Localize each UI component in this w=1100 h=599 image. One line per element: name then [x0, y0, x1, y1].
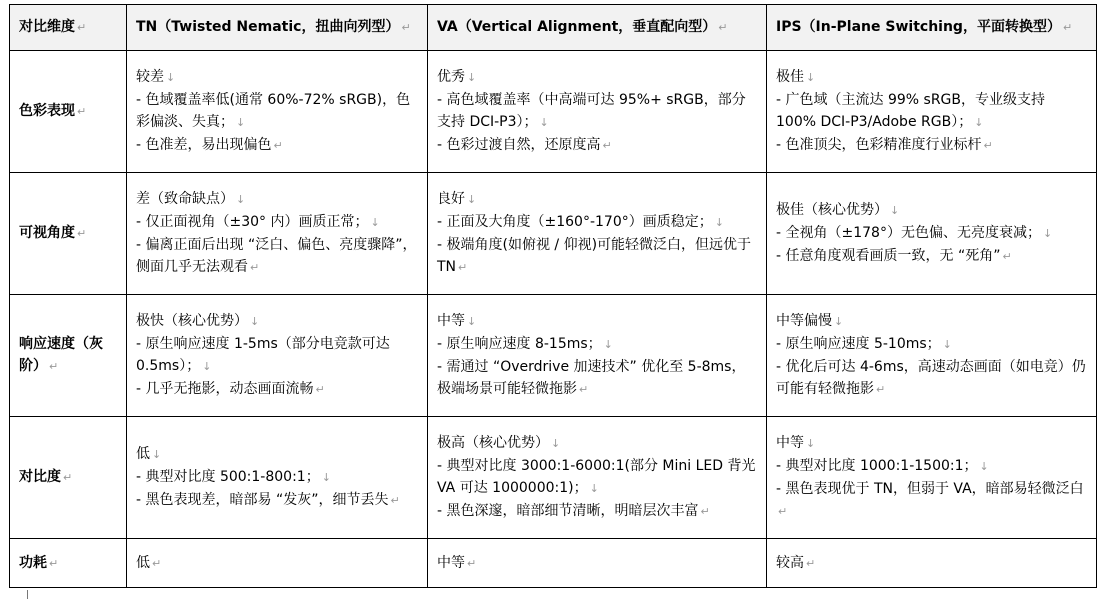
cell-ips-response-time [767, 295, 1097, 417]
cell-rating: 中等 ↵ [437, 554, 477, 571]
cell-detail-line: - 仅正面视角（±30° 内）画质正常； ↓ [136, 214, 380, 230]
table-row [10, 51, 1097, 173]
header-va: VA（Vertical Alignment，垂直配向型） ↵ [428, 5, 767, 51]
cell-detail-line: - 全视角（±178°）无色偏、无亮度衰减； ↓ [776, 225, 1053, 241]
cell-rating: 极快（核心优势） ↓ [136, 313, 260, 329]
table-row [10, 295, 1097, 417]
cell-ips-viewing-angle [767, 173, 1097, 295]
table-header-row [10, 5, 1097, 51]
cell-detail-line: - 几乎无拖影，动态画面流畅 ↵ [136, 381, 325, 397]
cell-detail-line: - 优化后可达 4-6ms，高速动态画面（如电竞）仍可能有轻微拖影 ↵ [776, 359, 1086, 397]
cell-detail-line: - 色域覆盖率低(通常 60%-72% sRGB)，色彩偏淡、失真； ↓ [136, 92, 411, 130]
cell-detail-line: - 原生响应速度 1-5ms（部分电竞款可达 0.5ms）； ↓ [136, 336, 390, 374]
cell-detail-line: - 黑色深邃，暗部细节清晰，明暗层次丰富 ↵ [437, 503, 710, 519]
cell-rating: 差（致命缺点） ↓ [136, 191, 246, 207]
comparison-table [9, 4, 1097, 588]
cell-rating: 极佳（核心优势） ↓ [776, 202, 900, 218]
header-ips: IPS（In-Plane Switching，平面转换型） ↵ [767, 5, 1097, 51]
cell-detail-line: - 高色域覆盖率（中高端可达 95%+ sRGB，部分支持 DCI-P3）； ↓ [437, 92, 746, 130]
cell-rating: 优秀 ↓ [437, 69, 477, 85]
cell-detail-line: - 任意角度观看画质一致，无 “死角” ↵ [776, 248, 1012, 264]
table-row [10, 173, 1097, 295]
table-row [10, 417, 1097, 539]
row-label-viewing-angle: 可视角度 ↵ [10, 173, 127, 295]
cell-detail-line: - 色准顶尖，色彩精准度行业标杆 ↵ [776, 137, 993, 153]
cell-rating: 极佳 ↓ [776, 69, 816, 85]
page-margin-marker [27, 590, 28, 599]
row-label-power: 功耗 ↵ [10, 539, 127, 588]
cell-va-color [428, 51, 767, 173]
cell-ips-contrast [767, 417, 1097, 539]
cell-detail-line: - 极端角度(如俯视 / 仰视)可能轻微泛白，但远优于 TN ↵ [437, 237, 752, 275]
cell-detail-line: - 原生响应速度 5-10ms； ↓ [776, 336, 952, 352]
cell-rating: 低 ↓ [136, 446, 162, 462]
cell-detail-line: - 广色域（主流达 99% sRGB，专业级支持 100% DCI-P3/Adobe RGB）； ↓ [776, 92, 1045, 130]
cell-detail-line: - 原生响应速度 8-15ms； ↓ [437, 336, 613, 352]
cell-tn-contrast [127, 417, 428, 539]
cell-rating: 中等 ↓ [776, 435, 816, 451]
cell-detail-line: - 正面及大角度（±160°-170°）画质稳定； ↓ [437, 214, 724, 230]
cell-detail-line: - 需通过 “Overdrive 加速技术” 优化至 5-8ms，极端场景可能轻微拖影 ↵ [437, 359, 746, 397]
cell-va-contrast [428, 417, 767, 539]
cell-rating: 低 ↵ [136, 554, 162, 571]
table-row [10, 539, 1097, 588]
cell-tn-response-time [127, 295, 428, 417]
cell-detail-line: - 偏离正面后出现 “泛白、偏色、亮度骤降”，侧面几乎无法观看 ↵ [136, 237, 417, 275]
cell-tn-power [127, 539, 428, 588]
row-label-contrast: 对比度 ↵ [10, 417, 127, 539]
cell-ips-power [767, 539, 1097, 588]
cell-va-power [428, 539, 767, 588]
cell-rating: 中等 ↓ [437, 313, 477, 329]
cell-detail-line: - 色准差，易出现偏色 ↵ [136, 137, 283, 153]
cell-va-viewing-angle [428, 173, 767, 295]
cell-detail-line: - 色彩过渡自然，还原度高 ↵ [437, 137, 612, 153]
cell-ips-color [767, 51, 1097, 173]
cell-rating: 较高 ↵ [776, 554, 816, 571]
cell-detail-line: - 黑色表现差，暗部易 “发灰”，细节丢失 ↵ [136, 492, 400, 508]
header-tn: TN（Twisted Nematic，扭曲向列型） ↵ [127, 5, 428, 51]
cell-detail-line: - 黑色表现优于 TN，但弱于 VA，暗部易轻微泛白↵ [776, 481, 1084, 518]
cell-rating: 良好 ↓ [437, 191, 477, 207]
cell-tn-color [127, 51, 428, 173]
row-label-color: 色彩表现 ↵ [10, 51, 127, 173]
cell-va-response-time [428, 295, 767, 417]
cell-detail-line: - 典型对比度 1000:1-1500:1； ↓ [776, 458, 989, 474]
header-dimension: 对比维度 ↵ [10, 5, 127, 51]
cell-detail-line: - 典型对比度 500:1-800:1； ↓ [136, 469, 331, 485]
row-label-response-time: 响应速度（灰阶） ↵ [10, 295, 127, 417]
cell-rating: 较差 ↓ [136, 69, 176, 85]
cell-detail-line: - 典型对比度 3000:1-6000:1(部分 Mini LED 背光 VA 可达 1000000:1)； ↓ [437, 458, 756, 496]
cell-rating: 中等偏慢 ↓ [776, 313, 844, 329]
cell-tn-viewing-angle [127, 173, 428, 295]
cell-rating: 极高（核心优势） ↓ [437, 435, 561, 451]
